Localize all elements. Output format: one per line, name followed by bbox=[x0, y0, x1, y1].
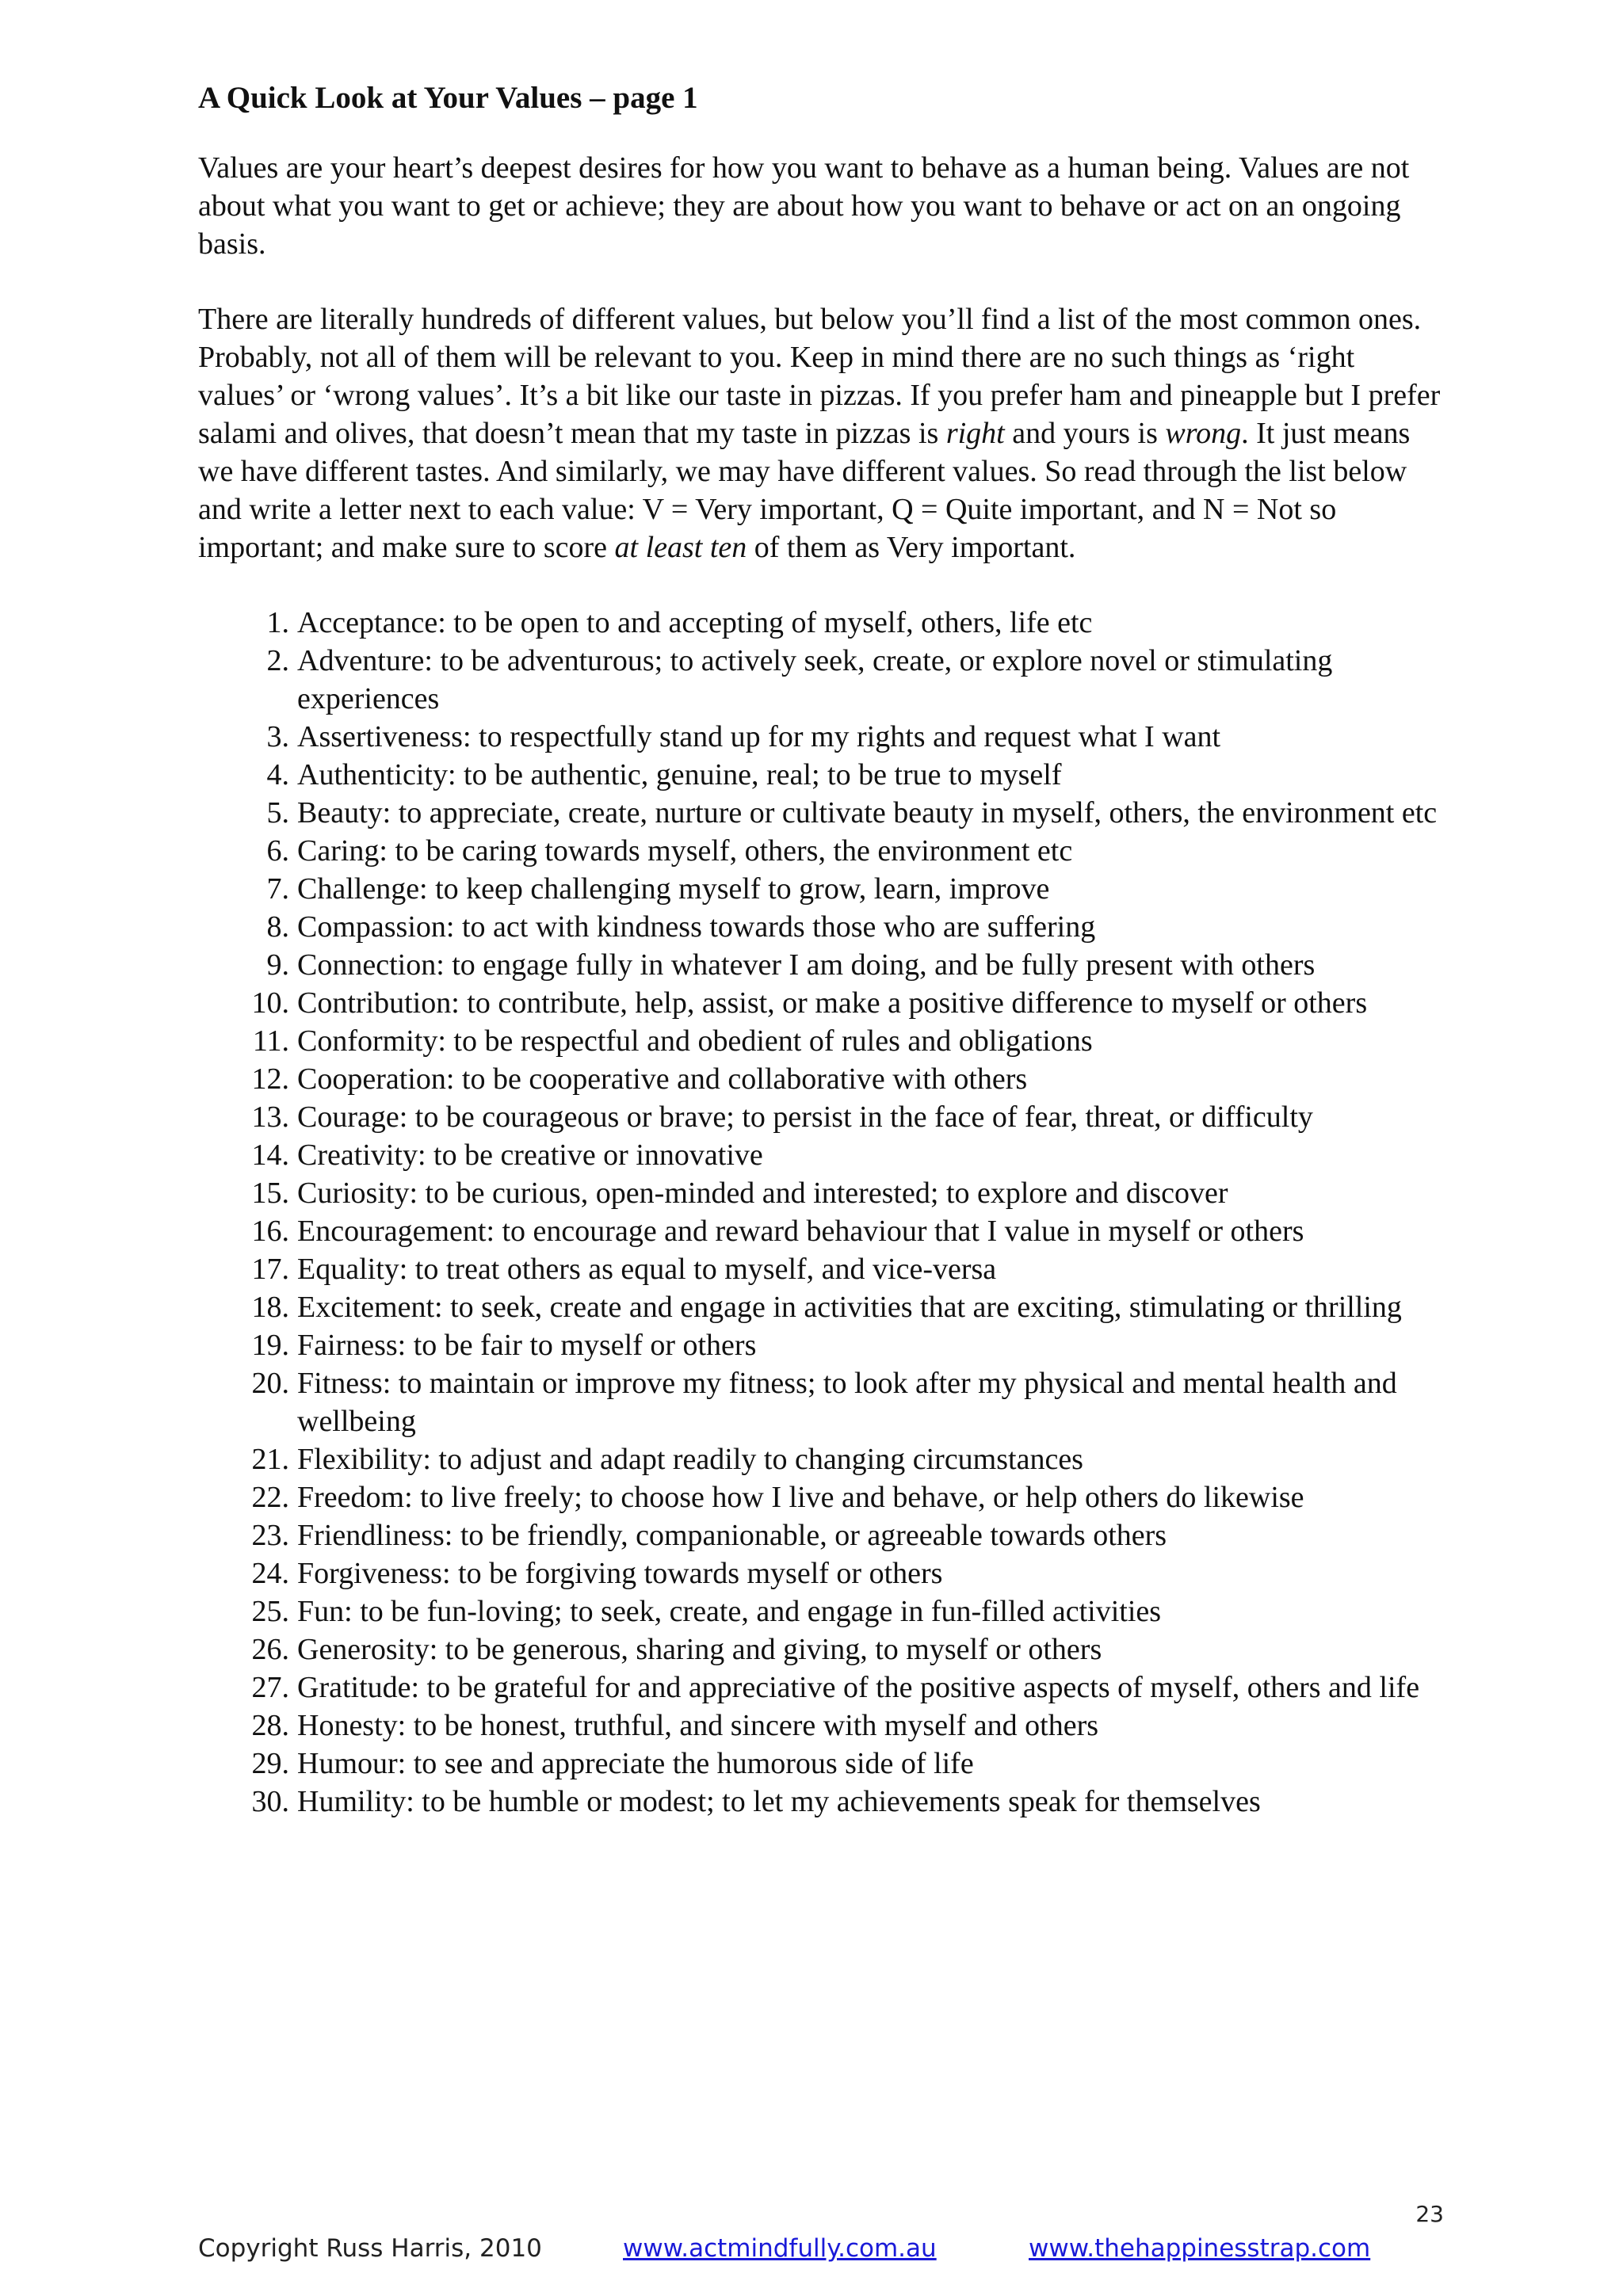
value-number: 14. bbox=[251, 1138, 289, 1172]
value-text: Friendliness: to be friendly, companionable, or agreeable towards others bbox=[297, 1519, 1167, 1552]
instructions-text-4: of them as Very important. bbox=[747, 531, 1076, 564]
value-text: Honesty: to be honest, truthful, and sincere with myself and others bbox=[297, 1709, 1099, 1742]
value-text: Encouragement: to encourage and reward behaviour that I value in myself or others bbox=[297, 1215, 1304, 1248]
value-number: 5. bbox=[266, 796, 289, 830]
value-number: 17. bbox=[251, 1253, 289, 1286]
value-item bbox=[198, 604, 1442, 642]
value-number: 10. bbox=[251, 986, 289, 1020]
value-text: Cooperation: to be cooperative and collaborative with others bbox=[297, 1062, 1028, 1096]
value-text: Humour: to see and appreciate the humorous side of life bbox=[297, 1747, 974, 1780]
value-number: 15. bbox=[251, 1177, 289, 1210]
value-item bbox=[198, 1212, 1442, 1250]
value-number: 26. bbox=[251, 1633, 289, 1666]
value-item bbox=[198, 1174, 1442, 1212]
value-item bbox=[198, 1022, 1442, 1060]
value-number: 4. bbox=[266, 758, 289, 791]
value-number: 23. bbox=[251, 1519, 289, 1552]
value-number: 19. bbox=[251, 1329, 289, 1362]
value-text: Gratitude: to be grateful for and appreciative of the positive aspects of myself, others and life bbox=[297, 1671, 1420, 1704]
instructions-text-1: There are literally hundreds of different values, but below you’ll find a list of the most common ones. Probably, not all of them will be relevant to you. Keep in mind there are no such things as ‘right values’ or ‘wrong values’. It’s a bit like our taste in pizzas. If you prefer ham and pineapple but I prefer salami and olives, that doesn’t mean that my taste in pizzas is bbox=[198, 303, 1441, 450]
value-text: Equality: to treat others as equal to myself, and vice-versa bbox=[297, 1253, 997, 1286]
value-text: Excitement: to seek, create and engage in activities that are exciting, stimulating or thrilling bbox=[297, 1291, 1402, 1324]
value-text: Freedom: to live freely; to choose how I live and behave, or help others do likewise bbox=[297, 1481, 1304, 1514]
value-number: 1. bbox=[266, 606, 289, 639]
value-text: Caring: to be caring towards myself, others, the environment etc bbox=[297, 834, 1073, 868]
value-number: 28. bbox=[251, 1709, 289, 1742]
value-item bbox=[198, 1554, 1442, 1592]
value-number: 29. bbox=[251, 1747, 289, 1780]
value-item bbox=[198, 984, 1442, 1022]
value-text: Creativity: to be creative or innovative bbox=[297, 1138, 763, 1172]
value-number: 6. bbox=[266, 834, 289, 868]
value-item bbox=[198, 1326, 1442, 1364]
values-list bbox=[198, 604, 1442, 1821]
value-number: 13. bbox=[251, 1100, 289, 1134]
value-text: Conformity: to be respectful and obedient of rules and obligations bbox=[297, 1024, 1093, 1058]
value-text: Forgiveness: to be forgiving towards myself or others bbox=[297, 1557, 943, 1590]
value-number: 27. bbox=[251, 1671, 289, 1704]
value-item bbox=[198, 870, 1442, 908]
value-number: 11. bbox=[252, 1024, 289, 1058]
value-number: 24. bbox=[251, 1557, 289, 1590]
value-text: Acceptance: to be open to and accepting of myself, others, life etc bbox=[297, 606, 1093, 639]
value-item bbox=[198, 1630, 1442, 1669]
value-item bbox=[198, 1288, 1442, 1326]
instructions-paragraph bbox=[198, 300, 1442, 566]
value-text: Courage: to be courageous or brave; to persist in the face of fear, threat, or difficulty bbox=[297, 1100, 1313, 1134]
instructions-emphasis-at-least-ten: at least ten bbox=[614, 531, 747, 564]
value-item bbox=[198, 1516, 1442, 1554]
happinesstrap-link[interactable]: www.thehappinesstrap.com bbox=[1029, 2234, 1371, 2263]
value-text: Adventure: to be adventurous; to actively seek, create, or explore novel or stimulating experiences bbox=[297, 644, 1333, 715]
actmindfully-link[interactable]: www.actmindfully.com.au bbox=[623, 2234, 937, 2263]
value-item bbox=[198, 1136, 1442, 1174]
value-number: 18. bbox=[251, 1291, 289, 1324]
value-item bbox=[198, 1060, 1442, 1098]
value-item bbox=[198, 832, 1442, 870]
value-item bbox=[198, 756, 1442, 794]
intro-paragraph: Values are your heart’s deepest desires for how you want to behave as a human being. Values are not about what you want to get or achieve; they are about how you want to behave or act on an ongoing basis. bbox=[198, 151, 1410, 261]
copyright-text: Copyright Russ Harris, 2010 bbox=[198, 2234, 542, 2263]
value-text: Humility: to be humble or modest; to let my achievements speak for themselves bbox=[297, 1785, 1261, 1818]
document-page bbox=[198, 79, 1442, 1821]
value-number: 22. bbox=[251, 1481, 289, 1514]
value-number: 7. bbox=[266, 872, 289, 906]
value-item bbox=[198, 1745, 1442, 1783]
value-number: 8. bbox=[266, 910, 289, 944]
value-text: Assertiveness: to respectfully stand up for my rights and request what I want bbox=[297, 720, 1221, 753]
value-number: 25. bbox=[251, 1595, 289, 1628]
value-item bbox=[198, 1364, 1442, 1440]
value-number: 30. bbox=[251, 1785, 289, 1818]
value-item bbox=[198, 1707, 1442, 1745]
value-item bbox=[198, 1098, 1442, 1136]
value-item bbox=[198, 908, 1442, 946]
value-number: 9. bbox=[266, 948, 289, 982]
value-number: 20. bbox=[251, 1367, 289, 1400]
value-item bbox=[198, 1478, 1442, 1516]
value-item bbox=[198, 1669, 1442, 1707]
value-text: Generosity: to be generous, sharing and giving, to myself or others bbox=[297, 1633, 1102, 1666]
value-text: Fairness: to be fair to myself or others bbox=[297, 1329, 757, 1362]
value-item bbox=[198, 1592, 1442, 1630]
value-text: Curiosity: to be curious, open-minded and interested; to explore and discover bbox=[297, 1177, 1228, 1210]
value-text: Authenticity: to be authentic, genuine, real; to be true to myself bbox=[297, 758, 1062, 791]
value-number: 16. bbox=[251, 1215, 289, 1248]
instructions-emphasis-wrong: wrong bbox=[1165, 417, 1242, 450]
value-text: Connection: to engage fully in whatever I am doing, and be fully present with others bbox=[297, 948, 1316, 982]
value-text: Beauty: to appreciate, create, nurture or cultivate beauty in myself, others, the environment etc bbox=[297, 796, 1438, 830]
value-item bbox=[198, 642, 1442, 718]
value-text: Compassion: to act with kindness towards those who are suffering bbox=[297, 910, 1096, 944]
instructions-text-2: and yours is bbox=[1004, 417, 1166, 450]
page-number: 23 bbox=[1415, 2201, 1444, 2227]
value-item bbox=[198, 1783, 1442, 1821]
value-number: 3. bbox=[266, 720, 289, 753]
instructions-text-3: . It just means we have different tastes. And similarly, we may have different values. So read through the list below and write a letter next to each value: V = Very important, Q = Quite important, and N = Not so important; and make sure to score bbox=[198, 417, 1411, 564]
value-text: Contribution: to contribute, help, assist, or make a positive difference to myself or others bbox=[297, 986, 1368, 1020]
value-text: Fun: to be fun-loving; to seek, create, and engage in fun-filled activities bbox=[297, 1595, 1162, 1628]
value-number: 12. bbox=[251, 1062, 289, 1096]
value-item bbox=[198, 1250, 1442, 1288]
value-item bbox=[198, 718, 1442, 756]
value-text: Challenge: to keep challenging myself to grow, learn, improve bbox=[297, 872, 1050, 906]
value-item bbox=[198, 794, 1442, 832]
value-item bbox=[198, 1440, 1442, 1478]
page-title: A Quick Look at Your Values – page 1 bbox=[198, 81, 698, 115]
instructions-emphasis-right: right bbox=[945, 417, 1005, 450]
value-number: 21. bbox=[251, 1443, 289, 1476]
value-number: 2. bbox=[266, 644, 289, 677]
value-item bbox=[198, 946, 1442, 984]
value-text: Flexibility: to adjust and adapt readily to changing circumstances bbox=[297, 1443, 1083, 1476]
value-text: Fitness: to maintain or improve my fitness; to look after my physical and mental health and wellbeing bbox=[297, 1367, 1397, 1438]
